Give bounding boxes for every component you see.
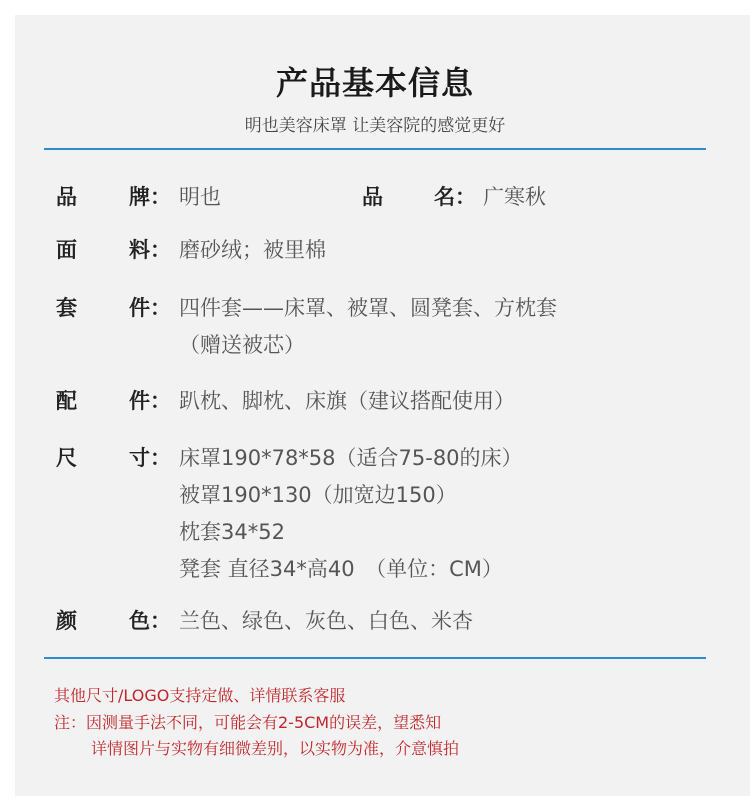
spec-value-line: 四件套——床罩、被罩、圆凳套、方枕套 — [179, 296, 557, 320]
spec-label-char: 面 — [56, 238, 77, 262]
spec-value-line: 凳套 直径34*高40 （单位：CM） — [179, 557, 503, 581]
top-divider — [44, 148, 706, 150]
measurement-note: 注：因测量手法不同，可能会有2-5CM的误差，望悉知 — [54, 713, 442, 732]
spec-label-char: 颜 — [56, 609, 77, 633]
spec-value-name: 广寒秋 — [483, 185, 546, 209]
spec-value-line: 枕套34*52 — [179, 520, 285, 544]
spec-value-line: （赠送被芯） — [179, 333, 305, 357]
bottom-divider — [44, 657, 706, 659]
spec-value-size — [179, 440, 523, 588]
spec-value-line: 被罩190*130（加宽边150） — [179, 483, 457, 507]
spec-value-brand: 明也 — [179, 185, 221, 209]
spec-value-fabric: 磨砂绒；被里棉 — [179, 238, 326, 262]
spec-label-char: 尺 — [56, 446, 77, 470]
spec-value-color: 兰色、绿色、灰色、白色、米杏 — [179, 609, 473, 633]
spec-label-char: 套 — [56, 296, 77, 320]
spec-label-char: 配 — [56, 389, 77, 413]
spec-value-line: 床罩190*78*58（适合75-80的床） — [179, 446, 523, 470]
spec-value-accessories: 趴枕、脚枕、床旗（建议搭配使用） — [179, 389, 515, 413]
spec-label-char: 寸： — [129, 446, 171, 470]
spec-label-char: 色： — [129, 609, 171, 633]
spec-label-char: 件： — [129, 389, 171, 413]
custom-order-note: 其他尺寸/LOGO支持定做、详情联系客服 — [54, 686, 346, 705]
spec-label-char: 料： — [129, 238, 171, 262]
page-title: 产品基本信息 — [275, 64, 474, 102]
spec-label-char: 品 — [362, 185, 383, 209]
page-subtitle: 明也美容床罩 让美容院的感觉更好 — [244, 116, 506, 136]
spec-value-set — [179, 290, 557, 364]
image-difference-note: 详情图片与实物有细微差别，以实物为准，介意慎拍 — [91, 739, 460, 758]
spec-label-char: 牌： — [129, 185, 171, 209]
spec-label-char: 名： — [434, 185, 476, 209]
spec-label-char: 件： — [129, 296, 171, 320]
spec-label-char: 品 — [56, 185, 77, 209]
